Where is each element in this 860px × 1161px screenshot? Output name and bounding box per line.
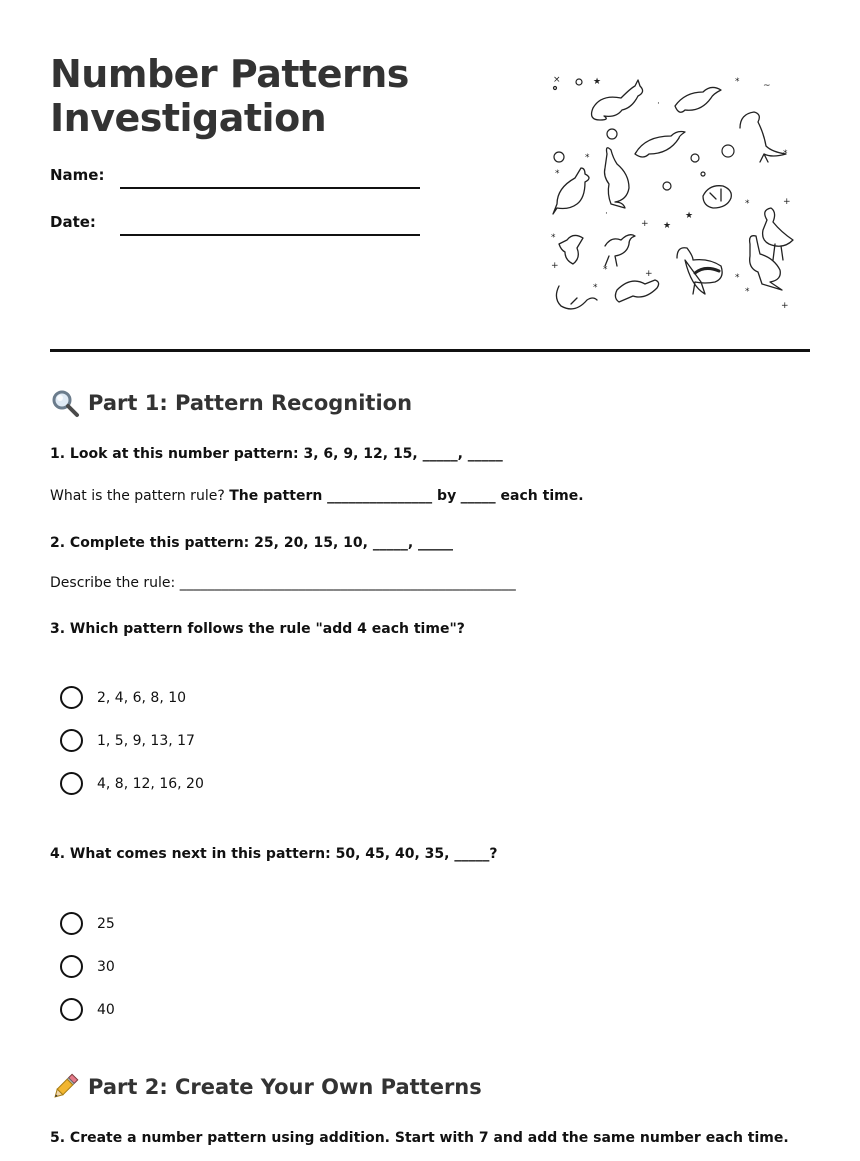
radio-button[interactable] bbox=[60, 912, 83, 935]
date-field[interactable] bbox=[120, 234, 420, 236]
date-label: Date: bbox=[50, 213, 96, 231]
svg-text:+: + bbox=[645, 269, 653, 279]
svg-text:+: + bbox=[641, 219, 649, 229]
svg-text:+: + bbox=[551, 261, 559, 271]
name-field[interactable] bbox=[120, 187, 420, 189]
question-2-prompt[interactable]: Describe the rule: ________________________________________________ bbox=[50, 575, 516, 591]
question-1-answer-b[interactable]: _____ each time. bbox=[460, 488, 584, 504]
question-1-prompt: What is the pattern rule? bbox=[50, 488, 225, 504]
q3-option[interactable] bbox=[60, 686, 186, 709]
question-1: 1. Look at this number pattern: 3, 6, 9, 12, 15, _____, _____ bbox=[50, 446, 503, 462]
svg-text:·: · bbox=[605, 209, 608, 219]
magnifier-icon bbox=[50, 388, 80, 418]
q4-option[interactable] bbox=[60, 998, 115, 1021]
q3-option[interactable] bbox=[60, 772, 204, 795]
question-4: 4. What comes next in this pattern: 50, 45, 40, 35, _____? bbox=[50, 846, 498, 862]
svg-text:*: * bbox=[783, 149, 788, 159]
svg-text:★: ★ bbox=[685, 211, 694, 221]
svg-text:★: ★ bbox=[663, 221, 672, 231]
svg-text:*: * bbox=[735, 273, 740, 283]
radio-button[interactable] bbox=[60, 729, 83, 752]
part2-heading-text: Part 2: Create Your Own Patterns bbox=[88, 1075, 482, 1099]
page-title: Number Patterns Investigation bbox=[50, 52, 409, 140]
q4-option[interactable] bbox=[60, 912, 115, 935]
svg-text:*: * bbox=[735, 77, 740, 87]
question-2: 2. Complete this pattern: 25, 20, 15, 10, _____, _____ bbox=[50, 535, 454, 551]
svg-text:*: * bbox=[745, 199, 750, 209]
svg-text:*: * bbox=[603, 265, 608, 275]
svg-text:*: * bbox=[593, 283, 598, 293]
option-label: 2, 4, 6, 8, 10 bbox=[97, 689, 187, 706]
question-1-answer-a[interactable]: The pattern _______________ by bbox=[229, 488, 457, 504]
svg-text:*: * bbox=[585, 153, 590, 163]
svg-text:*: * bbox=[745, 287, 750, 297]
svg-text:*: * bbox=[551, 233, 556, 243]
question-3: 3. Which pattern follows the rule "add 4 each time"? bbox=[50, 621, 465, 637]
pencil-icon bbox=[50, 1072, 80, 1102]
part1-heading-text: Part 1: Pattern Recognition bbox=[88, 391, 413, 415]
part1-heading bbox=[50, 388, 412, 418]
radio-button[interactable] bbox=[60, 686, 83, 709]
option-label: 1, 5, 9, 13, 17 bbox=[97, 732, 195, 749]
part2-heading bbox=[50, 1072, 482, 1102]
svg-text:×: × bbox=[553, 75, 561, 85]
option-label: 4, 8, 12, 16, 20 bbox=[97, 775, 204, 792]
section-divider bbox=[50, 349, 810, 352]
question-5: 5. Create a number pattern using addition. Start with 7 and add the same number each time. bbox=[50, 1130, 789, 1146]
svg-text:+: + bbox=[783, 197, 791, 207]
q4-option[interactable] bbox=[60, 955, 115, 978]
q3-option[interactable] bbox=[60, 729, 195, 752]
option-label: 30 bbox=[97, 958, 115, 975]
radio-button[interactable] bbox=[60, 998, 83, 1021]
svg-text:~: ~ bbox=[763, 81, 771, 91]
question-1-rule bbox=[50, 488, 584, 504]
svg-text:+: + bbox=[781, 301, 789, 311]
australian-animals-icon bbox=[545, 68, 795, 313]
name-label: Name: bbox=[50, 166, 105, 184]
radio-button[interactable] bbox=[60, 772, 83, 795]
svg-text:*: * bbox=[555, 169, 560, 179]
svg-text:★: ★ bbox=[593, 77, 602, 87]
option-label: 40 bbox=[97, 1001, 115, 1018]
option-label: 25 bbox=[97, 915, 115, 932]
radio-button[interactable] bbox=[60, 955, 83, 978]
svg-text:·: · bbox=[657, 99, 660, 109]
